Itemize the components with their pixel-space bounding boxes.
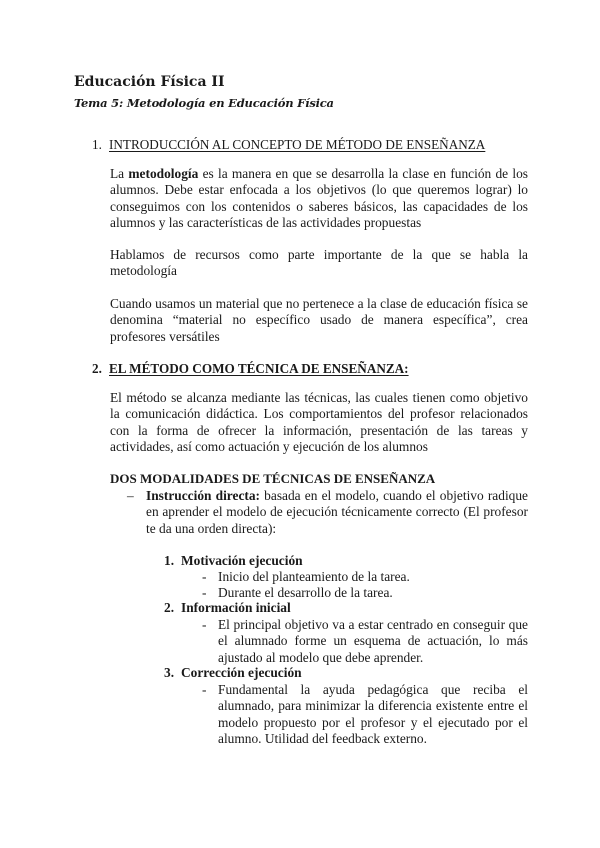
bullet-marker: –	[127, 488, 134, 503]
item-3-heading	[164, 665, 302, 681]
section-1-title: INTRODUCCIÓN AL CONCEPTO DE MÉTODO DE ENSEÑANZA	[109, 137, 486, 152]
item-3-subitem-1: Fundamental la ayuda pedagógica que reciba el alumnado, para minimizar la diferencia existente entre el modelo propuesto por el profesor y el ejecutado por el alumno. Utilidad del feedback externo.	[218, 682, 528, 747]
item-number: 2.	[164, 600, 175, 615]
item-label: Corrección ejecución	[181, 665, 302, 680]
item-1-heading	[164, 553, 303, 569]
bullet-term: Instrucción directa:	[146, 488, 261, 503]
bold-term: metodología	[128, 166, 199, 181]
item-number: 1.	[164, 553, 175, 568]
section-1-paragraph-2: Hablamos de recursos como parte importante de la que se habla la metodología	[110, 247, 528, 279]
section-2-title: EL MÉTODO COMO TÉCNICA DE ENSEÑANZA:	[109, 361, 409, 376]
sub-bullet-marker: -	[202, 682, 207, 697]
sub-bullet-marker: -	[202, 585, 207, 600]
section-2-paragraph-1: El método se alcanza mediante las técnicas, las cuales tienen como objetivo la comunicación didáctica. Los comportamientos del profesor relacionados con la forma de ofrecer la información, presentación de las tareas y actividades, así como actuación y ejecución de los alumnos	[110, 390, 528, 455]
item-label: Información inicial	[181, 600, 291, 615]
item-label: Motivación ejecución	[181, 553, 303, 568]
section-2-number: 2.	[92, 361, 102, 376]
bullet-description: basada en el modelo, cuando el objetivo radique en aprender el modelo de ejecución técnicamente correcto (El profesor te da una orden directa):	[146, 488, 528, 536]
section-1-number: 1.	[92, 137, 102, 152]
item-1-subitem-1: Inicio del planteamiento de la tarea.	[218, 569, 410, 584]
section-1-heading	[92, 137, 485, 153]
paragraph-text: La	[110, 166, 129, 181]
section-1-paragraph-3: Cuando usamos un material que no pertenece a la clase de educación física se denomina “material no específico usado de manera específica”, crea profesores versátiles	[110, 296, 528, 344]
item-number: 3.	[164, 665, 175, 680]
item-2-heading	[164, 600, 291, 616]
paragraph-text: es la manera en que se desarrolla la clase en función de los alumnos. Debe estar enfocada a los objetivos (lo que queremos lograr) lo conseguimos con los contenidos o saberes básicos, las capacidades de los alumnos y las características de las actividades propuestas	[110, 166, 528, 231]
document-subtitle: Tema 5: Metodología en Educación Física	[74, 96, 334, 110]
techniques-subheading: DOS MODALIDADES DE TÉCNICAS DE ENSEÑANZA	[110, 471, 436, 486]
item-1-subitem-2: Durante el desarrollo de la tarea.	[218, 585, 393, 600]
section-2-heading	[92, 361, 409, 377]
section-1-paragraph-1	[110, 166, 528, 232]
direct-instruction-bullet	[146, 488, 528, 537]
sub-bullet-marker: -	[202, 569, 207, 584]
item-2-subitem-1: El principal objetivo va a estar centrado en conseguir que el alumnado forme un esquema de actuación, lo más ajustado al modelo que debe aprender.	[218, 617, 528, 665]
document-title: Educación Física II	[74, 74, 225, 90]
sub-bullet-marker: -	[202, 617, 207, 632]
